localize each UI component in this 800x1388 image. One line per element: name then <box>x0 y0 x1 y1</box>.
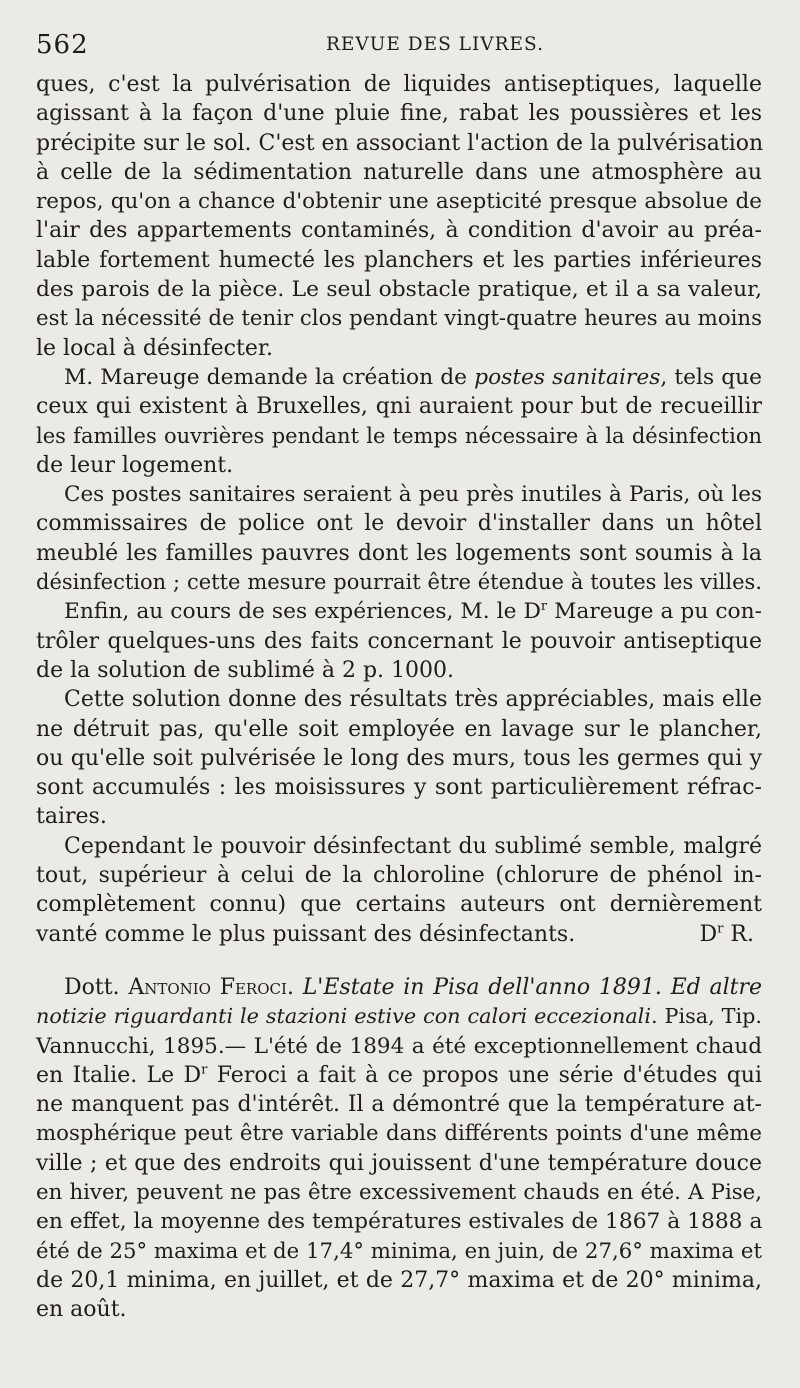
running-head: REVUE DES LIVRES. <box>326 34 544 55</box>
text-line: commissaires de police ont le devoir d'installer dans un hôtel <box>36 511 762 537</box>
section-gap <box>36 949 762 973</box>
text-line: précipite sur le sol. C'est en associant l'action de la pulvérisation <box>36 130 764 156</box>
superscript: r <box>201 1062 208 1078</box>
text-line: est la nécessité de tenir clos pendant vingt-quatre heures au moins <box>36 306 762 332</box>
paragraph-experiences <box>36 597 762 685</box>
text-run: Enfin, au cours de ses expériences, M. le D <box>64 599 541 625</box>
text-line: ne détruit pas, qu'elle soit employée en lavage sur le plancher, <box>36 716 762 742</box>
review-feroci <box>36 973 762 1325</box>
text-line: tout, supérieur à celui de la chloroline (chlorure de phénol in- <box>36 863 762 889</box>
superscript: r <box>540 599 548 615</box>
paragraph-postes-sanitaires <box>36 363 762 480</box>
text-line: lable fortement humecté les planchers et les parties inférieures <box>36 247 762 273</box>
text-line: Cependant le pouvoir désinfectant du sublimé semble, malgré <box>64 833 762 859</box>
text-run: . <box>286 974 303 1000</box>
text-line: les familles ouvrières pendant le temps nécessaire à la désinfection <box>36 423 762 448</box>
text-line: complètement connu) que certains auteurs ont dernièrement <box>36 892 762 918</box>
text-line: de la solution de sublimé à 2 p. 1000. <box>36 657 454 683</box>
text-line: ceux qui existent à Bruxelles, qni auraient pour but de recueillir <box>36 394 762 420</box>
text-line: en hiver, peuvent ne pas être excessivement chauds en été. A Pise, <box>36 1179 762 1205</box>
text-line <box>36 363 762 392</box>
text-line: en effet, la moyenne des températures estivales de 1867 à 1888 a <box>36 1209 763 1235</box>
signature-initial: D <box>699 921 718 947</box>
text-line: Cette solution donne des résultats très appréciables, mais elle <box>64 687 762 713</box>
text-line: ques, c'est la pulvérisation de liquides antiseptiques, laquelle <box>36 72 762 97</box>
text-run: vanté comme le plus puissant des désinfectants. <box>36 921 576 947</box>
superscript: r <box>717 921 724 937</box>
paragraph-solution <box>36 685 762 831</box>
italic-term: postes sanitaires <box>474 364 661 390</box>
text-run: . Pisa, Tip. <box>650 1004 762 1029</box>
signature-initial: R. <box>723 921 754 947</box>
text-line: désinfection ; cette mesure pourrait être étendue à toutes les villes. <box>36 570 762 595</box>
text-line <box>36 973 762 1002</box>
text-line: ou qu'elle soit pulvérisée le long des murs, tous les germes qui y <box>36 745 762 771</box>
page-number: 562 <box>36 30 89 60</box>
text-line: de leur logement. <box>36 452 234 478</box>
text-line: trôler quelques-uns des faits concernant le pouvoir antiseptique <box>36 628 762 654</box>
text-line: ville ; et que des endroits qui jouissent d'une température douce <box>36 1150 762 1176</box>
text-run: en Italie. Le D <box>36 1062 202 1088</box>
text-line: des parois de la pièce. Le seul obstacle pratique, et il a sa valeur, <box>36 277 762 303</box>
text-line: Ces postes sanitaires seraient à peu près inutiles à Paris, où les <box>64 482 762 508</box>
text-line: Vannucchi, 1895.— L'été de 1894 a été exceptionnellement chaud <box>36 1033 762 1059</box>
text-line: de 20,1 minima, en juillet, et de 27,7° maxima et de 20° minima, <box>36 1267 762 1293</box>
text-run: M. Mareuge demande la création de <box>64 364 475 390</box>
text-line: mosphérique peut être variable dans différents points d'une même <box>36 1121 762 1147</box>
text-line: été de 25° maxima et de 17,4° minima, en juin, de 27,6° maxima et <box>36 1238 762 1264</box>
text-line: agissant à la façon d'une pluie fine, rabat les poussières et les <box>36 101 762 127</box>
text-line: le local à désinfecter. <box>36 335 273 361</box>
paragraph-chloroline <box>36 832 762 949</box>
author-title: Dott. <box>64 974 129 1000</box>
paragraph-pulverisation <box>36 70 762 363</box>
text-run: , tels que <box>660 364 762 390</box>
text-line: repos, qu'on a chance d'obtenir une asepticité presque absolue de <box>36 189 762 215</box>
book-title: L'Estate in Pisa dell'anno 1891. Ed altre <box>302 974 762 1000</box>
page-header <box>36 28 766 68</box>
author-name: Antonio Feroci <box>128 974 287 1000</box>
text-line <box>36 1061 762 1090</box>
text-line: à celle de la sédimentation naturelle dans une atmosphère au <box>36 159 762 185</box>
text-line <box>36 597 762 626</box>
text-line: taires. <box>36 804 107 830</box>
text-line: sont accumulés : les moisissures y sont particulièrement réfrac- <box>36 775 762 801</box>
paragraph-paris <box>36 480 762 597</box>
body-text <box>36 70 762 1324</box>
text-line: meublé les familles pauvres dont les logements sont soumis à la <box>36 540 762 566</box>
text-run: Feroci a fait à ce propos une série d'études qui <box>207 1062 762 1088</box>
text-line: l'air des appartements contaminés, à condition d'avoir au préa- <box>36 218 762 244</box>
text-line: en août. <box>36 1297 127 1323</box>
text-run: Mareuge a pu con- <box>547 599 762 625</box>
text-line <box>36 920 762 949</box>
text-line <box>36 1002 762 1031</box>
book-title: notizie riguardanti le stazioni estive con calori eccezionali <box>36 1004 651 1029</box>
text-line: ne manquent pas d'intérêt. Il a démontré que la température at- <box>36 1092 762 1118</box>
reviewer-signature <box>699 920 754 949</box>
